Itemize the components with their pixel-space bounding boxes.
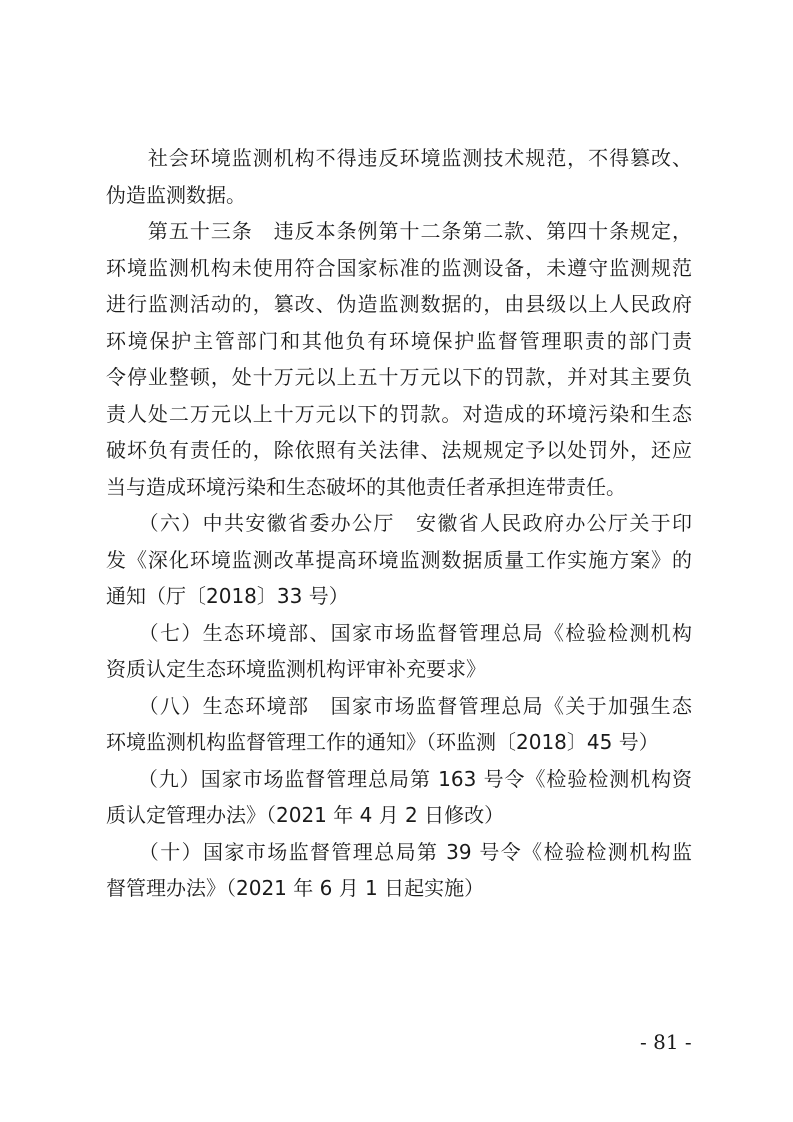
text-line: （六）中共安徽省委办公厅 安徽省人民政府办公厅关于印 [106,511,692,535]
text-line: （九）国家市场监督管理总局第 163 号令《检验检测机构资 [106,766,692,791]
text-line: 环境监测机构未使用符合国家标准的监测设备，未遵守监测规范 [106,255,692,280]
text-line: 令停业整顿，处十万元以上五十万元以下的罚款，并对其主要负 [106,365,692,389]
text-line: 破坏负有责任的，除依照有关法律、法规规定予以处罚外，还应 [106,438,692,462]
text-line: 发《深化环境监测改革提高环境监测数据质量工作实施方案》的 [106,547,692,572]
text-line: 责人处二万元以上十万元以下的罚款。对造成的环境污染和生态 [106,401,692,426]
text-line: （十）国家市场监督管理总局第 39 号令《检验检测机构监 [106,839,692,864]
text-line: 环境保护主管部门和其他负有环境保护监督管理职责的部门责 [106,328,692,353]
text-line: （八）生态环境部 国家市场监督管理总局《关于加强生态 [106,693,692,718]
text-line: 督管理办法》（2021 年 6 月 1 日起实施） [106,876,485,900]
text-line: 环境监测机构监督管理工作的通知》（环监测〔2018〕45 号） [106,730,659,754]
text-line: 进行监测活动的，篡改、伪造监测数据的，由县级以上人民政府 [106,292,692,316]
text-line: 第五十三条 违反本条例第十二条第二款、第四十条规定， [106,219,692,243]
text-line: 通知（厅〔2018〕33 号） [106,584,349,608]
text-line: 资质认定生态环境监测机构评审补充要求》 [106,657,486,681]
text-line: 质认定管理办法》（2021 年 4 月 2 日修改） [106,803,505,827]
text-line: 当与造成环境污染和生态破坏的其他责任者承担连带责任。 [106,474,626,499]
text-line: 伪造监测数据。 [106,182,246,207]
text-line: （七）生态环境部、国家市场监督管理总局《检验检测机构 [106,620,692,645]
document-body [106,140,692,907]
page-number: - 81 - [640,1030,692,1054]
text-line: 社会环境监测机构不得违反环境监测技术规范，不得篡改、 [106,146,692,170]
